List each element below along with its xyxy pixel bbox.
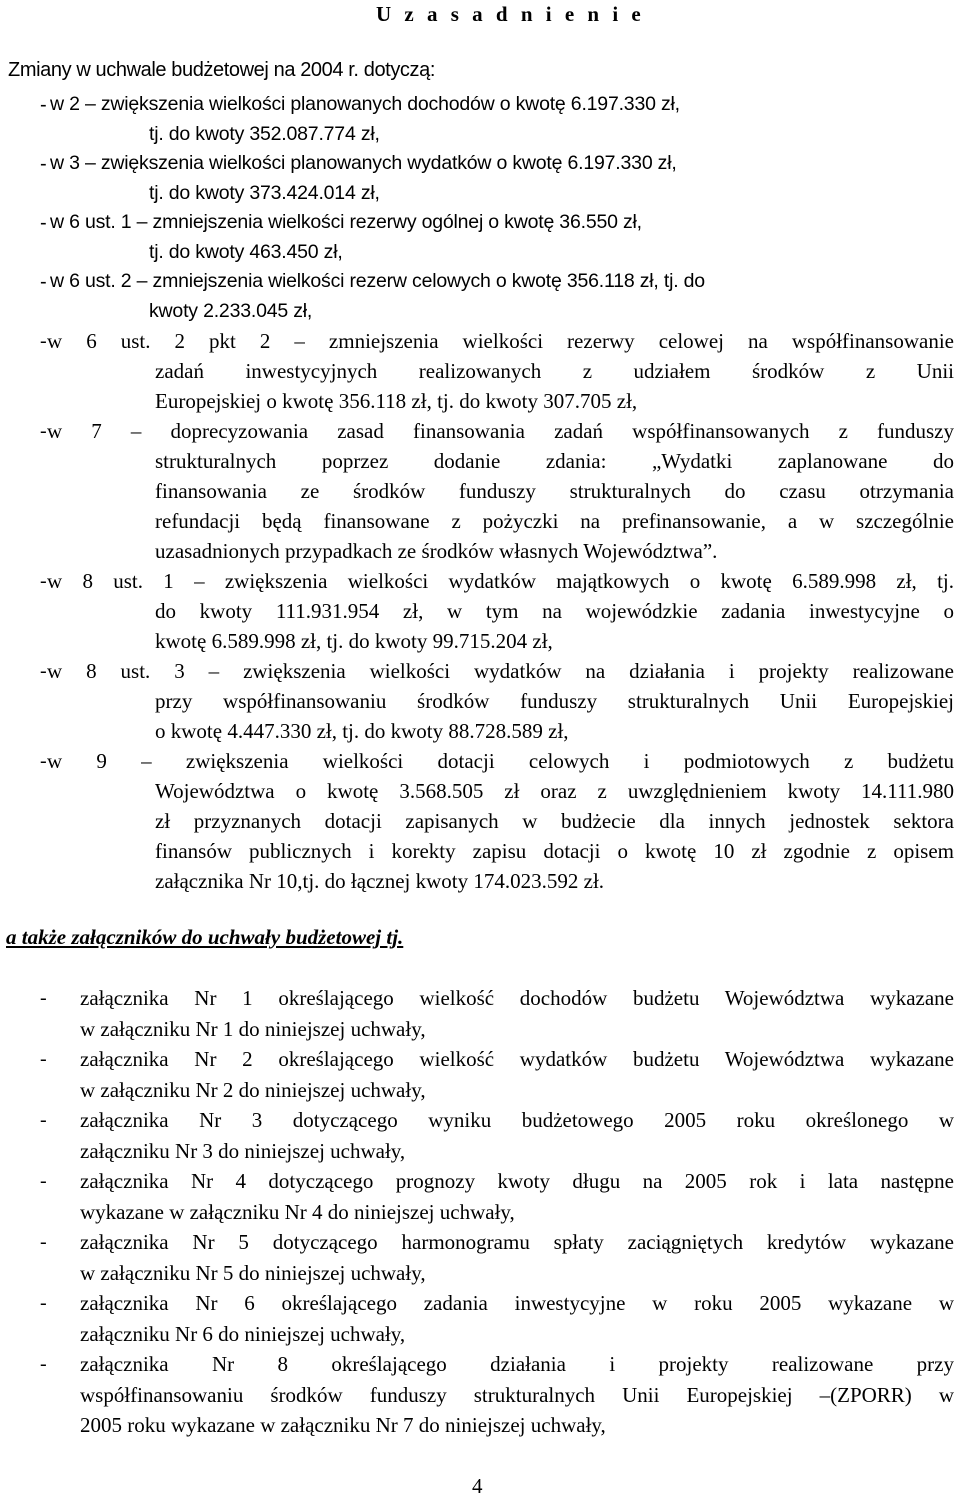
list-dash: -	[40, 1048, 47, 1070]
text-line: załącznika Nr 4 dotyczącego prognozy kwoty długu na 2005 rok i lata następne	[80, 1169, 954, 1193]
text-line: uzasadnionych przypadkach ze środków własnych Województwa”.	[155, 539, 718, 563]
change-text	[47, 656, 954, 746]
list-dash: -	[40, 420, 47, 442]
text-line: załącznika Nr 10,tj. do łącznej kwoty 174.023.592 zł.	[155, 869, 605, 893]
change-item	[0, 90, 960, 149]
attachment-item	[0, 1288, 960, 1349]
attachment-text	[80, 1288, 954, 1349]
text-line: tj. do kwoty 352.087.774 zł,	[149, 122, 380, 145]
text-line: zadań inwestycyjnych realizowanych z udziałem środków z Unii	[155, 359, 954, 383]
attachment-item	[0, 983, 960, 1044]
text-line: w 3 – zwiększenia wielkości planowanych wydatków o kwotę 6.197.330 zł,	[50, 152, 677, 174]
text-line: przy współfinansowaniu środków funduszy strukturalnych Unii Europejskiej	[155, 689, 954, 713]
change-text	[50, 267, 954, 326]
list-dash: -	[40, 212, 47, 234]
attachment-text	[80, 1105, 954, 1166]
text-line: załącznika Nr 2 określającego wielkość wydatków budżetu Województwa wykazane	[80, 1047, 954, 1071]
change-text	[50, 90, 954, 149]
text-line: w 6 ust. 2 pkt 2 – zmniejszenia wielkości rezerwy celowej na współfinansowanie	[47, 329, 954, 353]
text-line: Europejskiej o kwotę 356.118 zł, tj. do kwoty 307.705 zł,	[155, 389, 638, 413]
change-item	[0, 326, 960, 416]
intro-text: Zmiany w uchwale budżetowej na 2004 r. dotyczą:	[8, 59, 436, 81]
attachment-item	[0, 1227, 960, 1288]
text-line: tj. do kwoty 373.424.014 zł,	[149, 181, 380, 204]
change-item	[0, 566, 960, 656]
text-line: załącznika Nr 3 dotyczącego wyniku budżetowego 2005 roku określonego w	[80, 1108, 954, 1132]
text-line: załącznika Nr 8 określającego działania i projekty realizowane przy	[80, 1352, 954, 1376]
list-dash: -	[40, 271, 47, 293]
text-line: kwotę 6.589.998 zł, tj. do kwoty 99.715.204 zł,	[155, 629, 553, 653]
attachment-text	[80, 1044, 954, 1105]
text-line: w 6 ust. 1 – zmniejszenia wielkości rezerwy ogólnej o kwotę 36.550 zł,	[50, 211, 642, 233]
text-line: w załączniku Nr 2 do niniejszej uchwały,	[80, 1077, 426, 1102]
text-line: o kwotę 4.447.330 zł, tj. do kwoty 88.728.589 zł,	[155, 719, 569, 743]
text-line: załącznika Nr 1 określającego wielkość dochodów budżetu Województwa wykazane	[80, 986, 954, 1010]
text-line: do kwoty 111.931.954 zł, w tym na wojewódzkie zadania inwestycyjne o	[155, 599, 954, 623]
list-dash: -	[40, 987, 47, 1009]
attachment-item	[0, 1349, 960, 1441]
changes-list	[0, 90, 960, 896]
change-item	[0, 416, 960, 566]
list-dash: -	[40, 660, 47, 682]
text-line: współfinansowaniu środków funduszy strukturalnych Unii Europejskiej –(ZPORR) w	[80, 1382, 954, 1407]
change-text	[47, 326, 954, 416]
text-line: wykazane w załączniku Nr 4 do niniejszej uchwały,	[80, 1199, 515, 1224]
text-line: w 6 ust. 2 – zmniejszenia wielkości rezerw celowych o kwotę 356.118 zł, tj. do	[50, 270, 705, 292]
attachment-text	[80, 1227, 954, 1288]
attachment-text	[80, 1349, 954, 1441]
text-line: Województwa o kwotę 3.568.505 zł oraz z uwzględnieniem kwoty 14.111.980	[155, 779, 954, 803]
text-line: w 8 ust. 3 – zwiększenia wielkości wydatków na działania i projekty realizowane	[47, 659, 954, 683]
list-dash: -	[40, 330, 47, 352]
attachment-item	[0, 1044, 960, 1105]
attachment-item	[0, 1166, 960, 1227]
list-dash: -	[40, 1109, 47, 1131]
change-item	[0, 149, 960, 208]
attachments-list	[0, 983, 960, 1441]
text-line: w 2 – zwiększenia wielkości planowanych dochodów o kwotę 6.197.330 zł,	[50, 93, 680, 115]
change-item	[0, 267, 960, 326]
attachment-item	[0, 1105, 960, 1166]
list-dash: -	[40, 1170, 47, 1192]
text-line: kwoty 2.233.045 zł,	[149, 299, 313, 322]
text-line: strukturalnych poprzez dodanie zdania: „Wydatki zaplanowane do	[155, 449, 954, 473]
list-dash: -	[40, 1292, 47, 1314]
change-text	[47, 566, 954, 656]
text-line: załącznika Nr 6 określającego zadania inwestycyjne w roku 2005 wykazane w	[80, 1291, 954, 1315]
text-line: tj. do kwoty 463.450 zł,	[149, 240, 343, 263]
list-dash: -	[40, 94, 47, 116]
attachment-text	[80, 1166, 954, 1227]
text-line: finansowania ze środków funduszy strukturalnych do czasu otrzymania	[155, 479, 954, 503]
text-line: finansów publicznych i korekty zapisu dotacji o kwotę 10 zł zgodnie z opisem	[155, 839, 954, 863]
page-number: 4	[472, 1474, 483, 1498]
text-line: w 9 – zwiększenia wielkości dotacji celowych i podmiotowych z budżetu	[47, 749, 954, 773]
list-dash: -	[40, 1353, 47, 1375]
change-item	[0, 208, 960, 267]
text-line: załączniku Nr 6 do niniejszej uchwały,	[80, 1321, 406, 1346]
text-line: w 8 ust. 1 – zwiększenia wielkości wydatków majątkowych o kwotę 6.589.998 zł, tj.	[47, 569, 954, 593]
text-line: w załączniku Nr 1 do niniejszej uchwały,	[80, 1016, 426, 1041]
text-line: załączniku Nr 3 do niniejszej uchwały,	[80, 1138, 406, 1163]
text-line: w załączniku Nr 5 do niniejszej uchwały,	[80, 1260, 426, 1285]
text-line: w 7 – doprecyzowania zasad finansowania zadań współfinansowanych z funduszy	[47, 419, 954, 443]
list-dash: -	[40, 570, 47, 592]
text-line: załącznika Nr 5 dotyczącego harmonogramu spłaty zaciągniętych kredytów wykazane	[80, 1230, 954, 1254]
text-line: zł przyznanych dotacji zapisanych w budżecie dla innych jednostek sektora	[155, 809, 954, 833]
text-line: refundacji będą finansowane z pożyczki na prefinansowanie, a w szczególnie	[155, 509, 954, 533]
attachments-heading: a także załączników do uchwały budżetowej tj.	[6, 925, 404, 949]
document-title: U z a s a d n i e n i e	[376, 2, 645, 26]
list-dash: -	[40, 153, 47, 175]
change-text	[47, 416, 954, 566]
list-dash: -	[40, 750, 47, 772]
list-dash: -	[40, 1231, 47, 1253]
attachment-text	[80, 983, 954, 1044]
text-line: 2005 roku wykazane w załączniku Nr 7 do niniejszej uchwały,	[80, 1413, 606, 1437]
change-item	[0, 746, 960, 896]
change-text	[50, 208, 954, 267]
change-text	[50, 149, 954, 208]
change-item	[0, 656, 960, 746]
change-text	[47, 746, 954, 896]
